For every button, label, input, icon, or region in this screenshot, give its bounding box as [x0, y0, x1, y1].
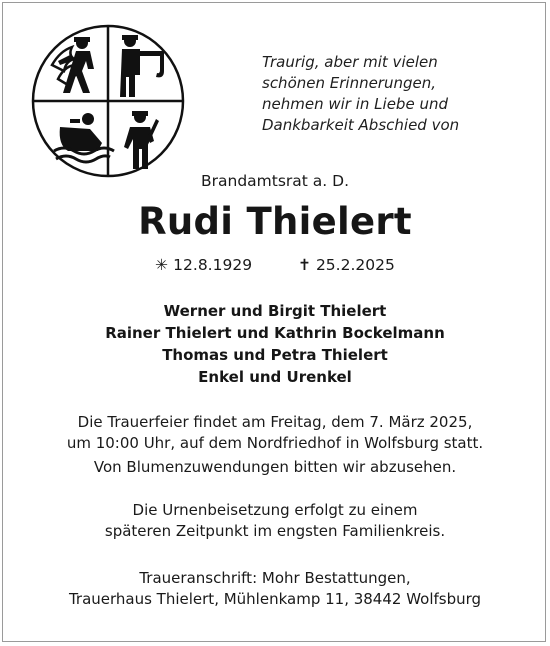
- family-list: [0, 300, 550, 388]
- flowers-note: Von Blumenzuwendungen bitten wir abzusehen.: [93, 458, 457, 476]
- deceased-title: Brandamtsrat a. D.: [200, 172, 349, 190]
- urn-line: späteren Zeitpunkt im engsten Familienkreis.: [104, 522, 446, 540]
- address-line: Traueranschrift: Mohr Bestattungen,: [139, 569, 411, 587]
- death-cross-icon: ✝: [297, 256, 311, 274]
- birth-date: 12.8.1929: [173, 256, 253, 274]
- birth-star-icon: ✳: [155, 256, 169, 274]
- family-member: Enkel und Urenkel: [198, 368, 352, 386]
- family-member: Rainer Thielert und Kathrin Bockelmann: [105, 324, 445, 342]
- deceased-name: Rudi Thielert: [138, 200, 412, 243]
- intro-line: schönen Erinnerungen,: [262, 74, 437, 92]
- family-member: Werner und Birgit Thielert: [163, 302, 387, 320]
- mourning-address: [0, 568, 550, 610]
- urn-info: [0, 500, 550, 542]
- address-line: Trauerhaus Thielert, Mühlenkamp 11, 38442 Wolfsburg: [68, 590, 482, 608]
- family-member: Thomas und Petra Thielert: [162, 346, 388, 364]
- ceremony-line: um 10:00 Uhr, auf dem Nordfriedhof in Wolfsburg statt.: [66, 434, 484, 452]
- intro-line: Dankbarkeit Abschied von: [262, 116, 460, 134]
- ceremony-line: Die Trauerfeier findet am Freitag, dem 7. März 2025,: [77, 413, 473, 431]
- intro-text: [262, 52, 522, 136]
- intro-line: nehmen wir in Liebe und: [262, 95, 448, 113]
- urn-line: Die Urnenbeisetzung erfolgt zu einem: [132, 501, 418, 519]
- ceremony-info: [0, 412, 550, 454]
- life-dates: [0, 256, 550, 274]
- intro-line: Traurig, aber mit vielen: [262, 53, 438, 71]
- death-date: 25.2.2025: [315, 256, 395, 274]
- fire-brigade-emblem-icon: [30, 23, 186, 179]
